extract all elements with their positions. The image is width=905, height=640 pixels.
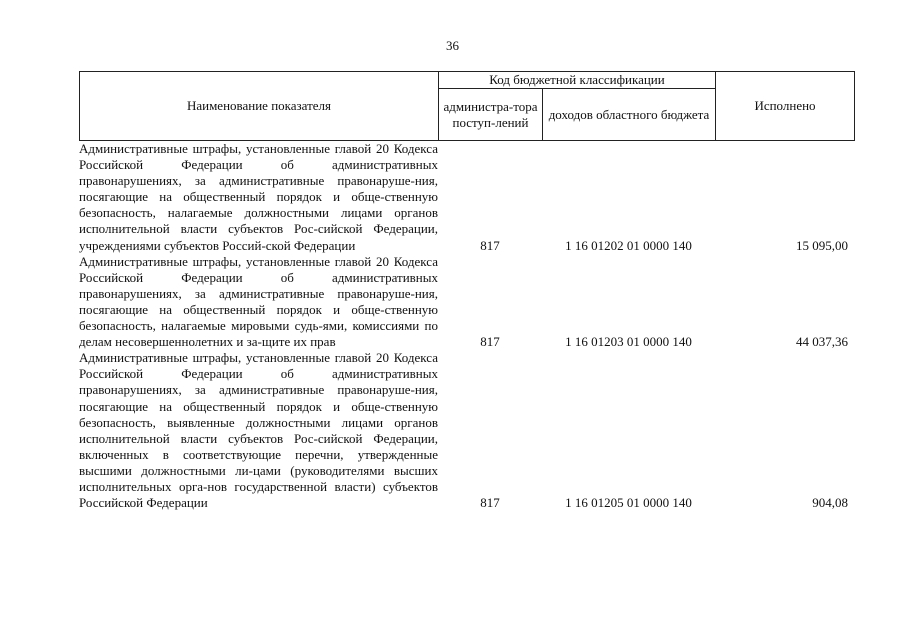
table-row: [79, 141, 854, 254]
row-admin: 817: [480, 334, 500, 350]
row-name: Административные штрафы, установленные главой 20 Кодекса Российской Федерации об административных правонарушениях, за административные правонаруше-ния, посягающие на общественный порядок и обще-ственную безопасность, выявленные должностными лицами органов исполнительной власти субъектов Рос-сийской Федерации, включенных в соответствующие перечни, утвержденные высшими должностными ли-цами (руководителями высших исполнительных орга-нов государственной власти) субъектов Российской Федерации: [79, 350, 438, 511]
row-admin: 817: [480, 495, 500, 511]
table-row: [79, 254, 854, 351]
row-code: 1 16 01202 01 0000 140: [565, 237, 692, 253]
row-done: 44 037,36: [796, 334, 848, 350]
row-done: 904,08: [812, 495, 848, 511]
row-name: Административные штрафы, установленные главой 20 Кодекса Российской Федерации об административных правонарушениях, за административные правонаруше-ния, посягающие на общественный порядок и обще-ственную безопасность, налагаемые мировыми судь-ями, комиссиями по делам несовершеннолетних и за-щите их прав: [79, 253, 438, 350]
table-row: [79, 350, 854, 511]
row-code: 1 16 01205 01 0000 140: [565, 495, 692, 511]
row-admin: 817: [480, 237, 500, 253]
table-header: [79, 71, 855, 141]
row-code: 1 16 01203 01 0000 140: [565, 334, 692, 350]
header-done: Исполнено: [716, 72, 855, 141]
page-number: 36: [446, 38, 459, 53]
row-name: Административные штрафы, установленные главой 20 Кодекса Российской Федерации об административных правонарушениях, за административные правонаруше-ния, посягающие на общественный порядок и обще-ственную безопасность, налагаемые должностными лицами органов исполнительной власти субъектов Рос-сийской Федерации, учреждениями субъектов Россий-ской Федерации: [79, 141, 438, 253]
header-name: Наименование показателя: [80, 72, 439, 141]
header-kbk-group: Код бюджетной классификации: [439, 72, 716, 89]
table-body: [79, 141, 854, 511]
row-done: 15 095,00: [796, 237, 848, 253]
header-income: доходов областного бюджета: [543, 89, 716, 141]
header-admin: администра-тора поступ-лений: [439, 89, 543, 141]
